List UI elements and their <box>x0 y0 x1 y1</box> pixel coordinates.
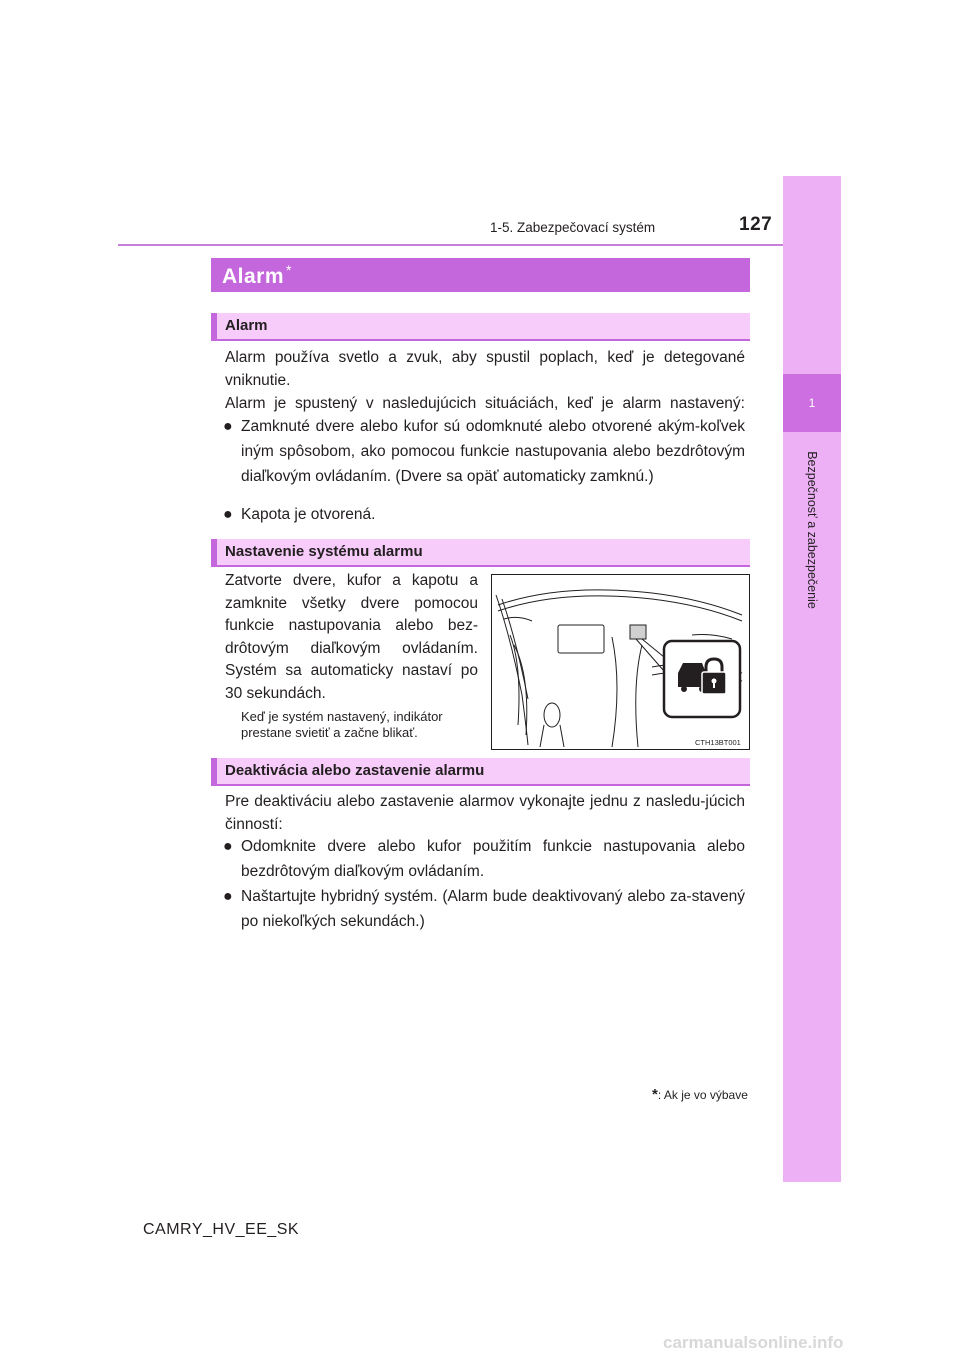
chapter-title: Bezpečnosť a zabezpečenie <box>805 451 819 609</box>
section-heading-deactivation: Deaktivácia alebo zastavenie alarmu <box>225 762 485 779</box>
page-title-text: Alarm <box>222 265 285 288</box>
bullet-icon: ● <box>223 418 233 435</box>
page-number: 127 <box>739 214 773 235</box>
alarm-intro-line2: vniknutie. <box>225 372 291 389</box>
section-heading-setting: Nastavenie systému alarmu <box>225 543 423 560</box>
header-rule <box>118 244 841 246</box>
setting-paragraph: Zatvorte dvere, kufor a kapotu a zamknite všetky dvere pomocou funkcie nastupovania alebo bez-drôtovým diaľkovým ovládaním. Systém sa automaticky nastaví po 30 sekundách. <box>225 572 478 702</box>
setting-note: Keď je systém nastavený, indikátor prestane svietiť a začne blikať. <box>241 709 443 740</box>
running-header-section: 1-5. Zabezpečovací systém <box>490 220 656 235</box>
footnote <box>652 1086 748 1103</box>
watermark: carmanualsonline.info <box>663 1333 844 1352</box>
page-title <box>222 262 292 289</box>
bullet-icon: ● <box>223 838 233 855</box>
section-heading-alarm: Alarm <box>225 317 268 334</box>
dashboard-illustration <box>491 574 750 750</box>
document-code: CAMRY_HV_EE_SK <box>143 1221 300 1238</box>
optional-marker: * <box>286 262 292 278</box>
bullet-text: Kapota je otvorená. <box>241 506 376 523</box>
alarm-trigger-intro: Alarm je spustený v nasledujúcich situáciách, keď je alarm nastavený: <box>225 395 745 412</box>
chapter-number-tab[interactable] <box>783 374 841 432</box>
indicator-light <box>630 625 646 639</box>
illustration-code: CTH13BT001 <box>695 738 741 747</box>
list-item <box>223 414 745 489</box>
list-item <box>223 502 745 527</box>
list-item <box>223 884 745 934</box>
bullet-icon: ● <box>223 888 233 905</box>
bullet-icon: ● <box>223 506 233 523</box>
footnote-marker: * <box>652 1086 658 1103</box>
bullet-text: Naštartujte hybridný systém. (Alarm bude deaktivovaný alebo za-stavený po niekoľkých sekundách.) <box>241 888 745 930</box>
footnote-text: : Ak je vo výbave <box>657 1088 748 1102</box>
alarm-intro-line1: Alarm používa svetlo a zvuk, aby spustil poplach, keď je detegované <box>225 349 745 366</box>
dashboard-drawing <box>492 575 749 749</box>
bullet-text: Odomknite dvere alebo kufor použitím funkcie nastupovania alebo bezdrôtovým diaľkovým ovládaním. <box>241 838 745 880</box>
chapter-number: 1 <box>808 396 816 410</box>
list-item <box>223 834 745 884</box>
chapter-side-tab <box>783 176 841 1182</box>
bullet-text: Zamknuté dvere alebo kufor sú odomknuté alebo otvorené akým-koľvek iným spôsobom, ako pomocou funkcie nastupovania alebo bezdrôtovým diaľkovým ovládaním. (Dvere sa opäť automaticky zamknú.) <box>241 418 745 485</box>
deactivation-intro: Pre deaktiváciu alebo zastavenie alarmov vykonajte jednu z nasledu-júcich činností: <box>225 793 745 833</box>
section-bar-alarm <box>211 313 750 341</box>
